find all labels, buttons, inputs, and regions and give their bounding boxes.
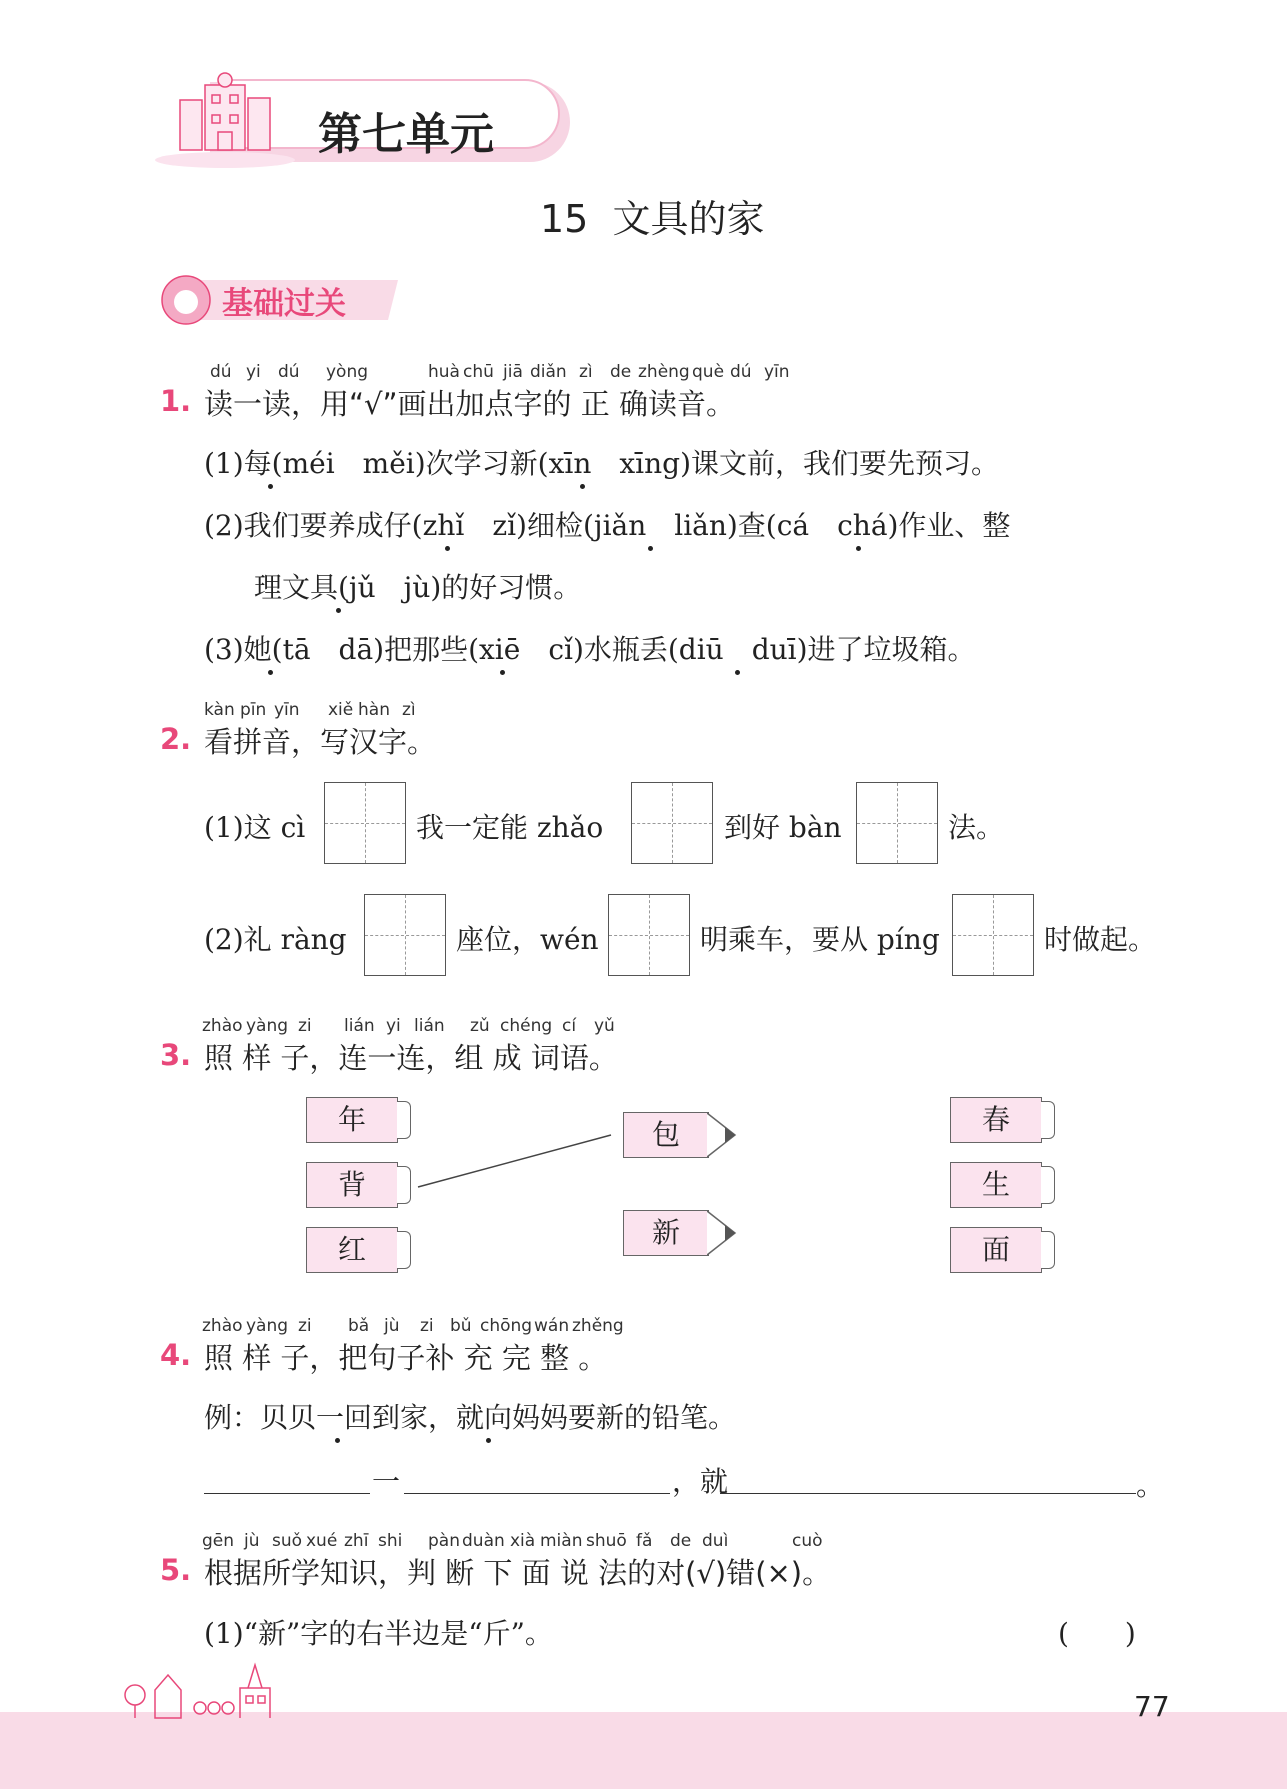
q3-pinyin-yi: yi [386, 1016, 401, 1036]
card-left-1[interactable]: 年 [306, 1097, 398, 1143]
q1-item-2: (2)我们要养成仔(zhǐ zǐ)细检(jiǎn liǎn)查(cá chá)作业、整 [204, 509, 1011, 542]
q5-number: 5. [160, 1553, 192, 1587]
writing-box[interactable] [364, 894, 446, 976]
emphasis-dot [486, 1438, 491, 1443]
q4-example: 例：贝贝一回到家，就向妈妈要新的铅笔。 [204, 1401, 737, 1434]
q1-pinyin-du3: dú [730, 362, 752, 382]
q1-item-2-cont: 理文具(jǔ jù)的好习惯。 [254, 571, 582, 604]
q1-instruction: 读一读，用“√”画出加点字的 正 确读音。 [204, 387, 735, 421]
card-left-2[interactable]: 背 [306, 1162, 398, 1208]
emphasis-dot [580, 484, 585, 489]
emphasis-dot [500, 670, 505, 675]
q4-instruction: 照 样 子，把句子补 充 完 整 。 [204, 1341, 608, 1375]
pencil-middle-1[interactable]: 包 [623, 1112, 709, 1158]
q4-fill-end: 。 [1136, 1469, 1165, 1502]
q1-pinyin-jia: jiā [503, 362, 523, 382]
q5-pinyin-zhi: zhī [344, 1531, 369, 1551]
q1-pinyin-que: què [692, 362, 725, 382]
q3-pinyin-ci: cí [562, 1016, 577, 1036]
q5-pinyin-suo: suǒ [272, 1531, 303, 1551]
q1-pinyin-zheng: zhèng [638, 362, 690, 382]
q1-pinyin-zi: zì [579, 362, 593, 382]
q4-pinyin-ba: bǎ [348, 1316, 370, 1336]
q2-row2-part1: (2)礼 ràng [204, 923, 347, 956]
fill-blank-3[interactable] [720, 1492, 1136, 1494]
q4-fill-yi: 一 [372, 1465, 401, 1498]
card-right-3[interactable]: 面 [950, 1227, 1042, 1273]
q4-pinyin-zheng: zhěng [572, 1316, 624, 1336]
q4-pinyin-zi2: zi [420, 1316, 434, 1336]
q5-item-1: (1)“新”字的右半边是“斤”。 [204, 1617, 553, 1650]
q3-pinyin-yu: yǔ [594, 1016, 615, 1036]
q2-row2-part4: 时做起。 [1044, 923, 1157, 956]
emphasis-dot [445, 546, 450, 551]
q3-pinyin-zhao: zhào [202, 1016, 243, 1036]
emphasis-dot [268, 670, 273, 675]
footer-band [0, 1712, 1287, 1789]
card-tab [397, 1101, 411, 1139]
q1-pinyin-du1: dú [210, 362, 232, 382]
emphasis-dot [856, 546, 861, 551]
q2-instruction: 看拼音，写汉字。 [204, 725, 437, 759]
lesson-title: 15 文具的家 [540, 197, 765, 241]
q5-pinyin-shi: shi [378, 1531, 403, 1551]
q2-row1-part2: 我一定能 zhǎo [416, 811, 604, 844]
page-number: 77 [1134, 1690, 1170, 1723]
card-left-3[interactable]: 红 [306, 1227, 398, 1273]
fill-blank-1[interactable] [204, 1492, 370, 1494]
q1-item-1: (1)每(méi měi)次学习新(xīn xīng)课文前，我们要先预习。 [204, 447, 999, 480]
card-tab [1041, 1166, 1055, 1204]
q2-pinyin-xie: xiě [328, 700, 354, 720]
q2-row1-part1: (1)这 cì [204, 811, 306, 844]
card-tab [1041, 1231, 1055, 1269]
q1-pinyin-dian: diǎn [530, 362, 567, 382]
q2-pinyin-yin: yīn [274, 700, 300, 720]
q2-row1-part3: 到好 bàn [724, 811, 842, 844]
q5-pinyin-shuo: shuō [586, 1531, 627, 1551]
q1-pinyin-chu: chū [463, 362, 494, 382]
q5-pinyin-ju: jù [244, 1531, 260, 1551]
q4-pinyin-yang: yàng [246, 1316, 289, 1336]
q2-pinyin-pin: pīn [240, 700, 267, 720]
q2-number: 2. [160, 722, 192, 756]
card-tab [397, 1231, 411, 1269]
pencil-tip-icon [707, 1112, 739, 1158]
town-icon [120, 1660, 360, 1720]
emphasis-dot [648, 546, 653, 551]
q1-pinyin-yi: yi [246, 362, 261, 382]
q4-pinyin-ju: jù [384, 1316, 400, 1336]
q1-pinyin-hua: huà [428, 362, 460, 382]
writing-box[interactable] [952, 894, 1034, 976]
q3-pinyin-lian1: lián [344, 1016, 375, 1036]
card-tab [397, 1166, 411, 1204]
q5-pinyin-pan: pàn [428, 1531, 460, 1551]
q2-row2-part2: 座位，wén [456, 923, 599, 956]
q2-pinyin-han: hàn [358, 700, 390, 720]
card-right-2[interactable]: 生 [950, 1162, 1042, 1208]
unit-title: 第七单元 [318, 109, 494, 160]
q4-pinyin-chong: chōng [480, 1316, 533, 1336]
q5-pinyin-xia: xià [510, 1531, 536, 1551]
q4-pinyin-zhao: zhào [202, 1316, 243, 1336]
q1-pinyin-du2: dú [278, 362, 300, 382]
q2-row1-part4: 法。 [948, 811, 1005, 844]
q3-pinyin-cheng: chéng [500, 1016, 553, 1036]
card-right-1[interactable]: 春 [950, 1097, 1042, 1143]
card-tab [1041, 1101, 1055, 1139]
q2-row2-part3: 明乘车，要从 píng [700, 923, 940, 956]
emphasis-dot [335, 1438, 340, 1443]
q1-pinyin-de: de [610, 362, 632, 382]
q4-pinyin-wan: wán [534, 1316, 570, 1336]
q5-pinyin-de: de [670, 1531, 692, 1551]
q1-pinyin-yin: yīn [764, 362, 790, 382]
answer-paren[interactable]: ( ) [1058, 1617, 1136, 1650]
q4-number: 4. [160, 1338, 192, 1372]
writing-box[interactable] [324, 782, 406, 864]
q1-item-3: (3)她(tā dā)把那些(xiē cǐ)水瓶丢(diū duī)进了垃圾箱。 [204, 633, 976, 666]
q5-pinyin-xue: xué [306, 1531, 338, 1551]
q3-instruction: 照 样 子，连一连，组 成 词语。 [204, 1041, 618, 1075]
q3-number: 3. [160, 1038, 192, 1072]
q3-pinyin-yang: yàng [246, 1016, 289, 1036]
q3-pinyin-zu: zǔ [470, 1016, 490, 1036]
q3-pinyin-zi: zi [298, 1016, 312, 1036]
q5-pinyin-duan: duàn [462, 1531, 505, 1551]
q4-pinyin-zi1: zi [298, 1316, 312, 1336]
q1-pinyin-yong: yòng [326, 362, 369, 382]
q5-pinyin-mian: miàn [540, 1531, 583, 1551]
q5-instruction: 根据所学知识，判 断 下 面 说 法的对(√)错(×)。 [204, 1556, 832, 1590]
q5-pinyin-cuo: cuò [792, 1531, 823, 1551]
q4-pinyin-bu: bǔ [450, 1316, 472, 1336]
q3-pinyin-lian2: lián [414, 1016, 445, 1036]
emphasis-dot [268, 484, 273, 489]
q2-pinyin-zi: zì [402, 700, 416, 720]
q1-number: 1. [160, 384, 192, 418]
fill-blank-2[interactable] [404, 1492, 670, 1494]
section-label: 基础过关 [222, 286, 346, 322]
q5-pinyin-gen: gēn [202, 1531, 235, 1551]
q4-fill-jiu: ，就 [672, 1465, 729, 1498]
pencil-middle-2[interactable]: 新 [623, 1210, 709, 1256]
emphasis-dot [336, 608, 341, 613]
writing-box[interactable] [856, 782, 938, 864]
pencil-tip-icon [707, 1210, 739, 1256]
q5-pinyin-dui: duì [702, 1531, 729, 1551]
writing-box[interactable] [608, 894, 690, 976]
q5-pinyin-fa: fǎ [636, 1531, 653, 1551]
q2-pinyin-kan: kàn [204, 700, 235, 720]
emphasis-dot [735, 670, 740, 675]
writing-box[interactable] [631, 782, 713, 864]
